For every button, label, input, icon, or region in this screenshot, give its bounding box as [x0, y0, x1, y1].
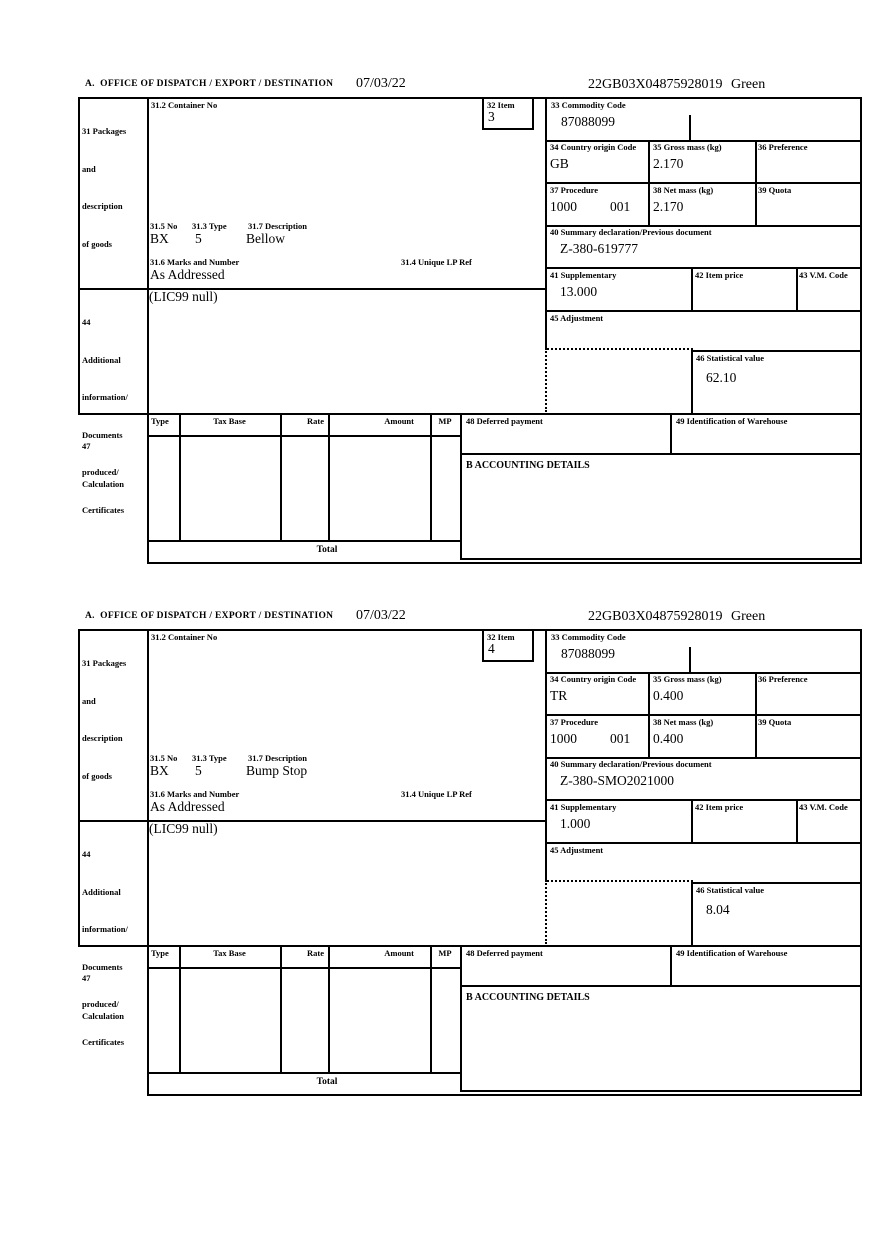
form-line [545, 182, 862, 184]
form-line [796, 799, 798, 842]
box31-label: 31 Packages and description of goods [82, 658, 127, 781]
box31-7-description-value: Bellow [246, 231, 285, 246]
column-header-tax-base: Tax Base [213, 948, 246, 958]
mrn-number: 22GB03X04875928019 [588, 77, 723, 92]
box36-preference-label: 36 Preference [758, 674, 808, 684]
form-line [648, 140, 650, 225]
form-line-accounting-bottom [460, 1090, 862, 1092]
box46-statistical-value: 8.04 [706, 902, 730, 917]
form-line [755, 140, 757, 225]
box46-statistical-label: 46 Statistical value [696, 353, 764, 363]
form-line [460, 413, 462, 558]
form-line-dotted-horizontal [547, 880, 693, 882]
accounting-details-label: B ACCOUNTING DETAILS [466, 992, 590, 1003]
box34-origin-code: TR [550, 688, 568, 703]
form-line-label-divider [147, 629, 149, 1096]
form-line [179, 413, 181, 540]
form-line [648, 672, 650, 757]
form-line-commodity-tick [689, 115, 691, 140]
form-line [482, 128, 534, 130]
box31-5-no-value: BX [150, 763, 169, 778]
form-line [532, 97, 534, 130]
box31-label: 31 Packages and description of goods [82, 126, 127, 249]
box41-supplementary-label: 41 Supplementary [550, 270, 617, 280]
form-line [328, 945, 330, 1072]
routing-status: Green [731, 77, 766, 92]
form-line [670, 413, 672, 453]
box37-procedure-code: 1000 [550, 199, 577, 214]
box37-procedure-label: 37 Procedure [550, 717, 599, 727]
form-line-dotted-horizontal [547, 348, 693, 350]
form-line-label-divider [147, 97, 149, 564]
form-line-box46-top [691, 350, 862, 352]
column-header-tax-base: Tax Base [213, 416, 246, 426]
form-line [482, 629, 484, 662]
box40-previous-doc-label: 40 Summary declaration/Previous document [550, 227, 712, 237]
form-line-top [78, 629, 862, 631]
box40-previous-doc-value: Z-380-619777 [560, 241, 638, 256]
box44-label: 44 Additional information/ Documents produced/ Certificates [82, 849, 128, 1047]
form-line-box46-top [691, 882, 862, 884]
declaration-item-section-2 [70, 607, 882, 1107]
box31-3-type-label: 31.3 Type [192, 221, 227, 231]
box31-7-description-value: Bump Stop [246, 763, 308, 778]
box31-3-type-label: 31.3 Type [192, 753, 227, 763]
box31-2-container-label: 31.2 Container No [151, 632, 218, 642]
box38-net-mass-label: 38 Net mass (kg) [653, 717, 714, 727]
box37-procedure-code-2: 001 [610, 731, 631, 746]
box35-gross-mass-label: 35 Gross mass (kg) [653, 674, 722, 684]
box36-preference-label: 36 Preference [758, 142, 808, 152]
form-line [545, 310, 862, 312]
box46-statistical-label: 46 Statistical value [696, 885, 764, 895]
form-line-table-header [147, 967, 462, 969]
form-line-left [78, 97, 80, 413]
box48-deferred-payment-label: 48 Deferred payment [466, 948, 543, 958]
column-header-type: Type [151, 416, 169, 426]
table-total-label: Total [316, 1077, 338, 1087]
form-line-table-header [147, 435, 462, 437]
box38-net-mass-value: 2.170 [653, 199, 684, 214]
form-line-table-bottom [147, 1072, 462, 1074]
box42-item-price-label: 42 Item price [695, 802, 744, 812]
form-line [430, 413, 432, 540]
mrn-number: 22GB03X04875928019 [588, 609, 723, 624]
box31-6-marks-value: As Addressed [150, 267, 225, 282]
box37-procedure-code: 1000 [550, 731, 577, 746]
form-line [691, 799, 693, 842]
box35-gross-mass-value: 0.400 [653, 688, 684, 703]
box38-net-mass-label: 38 Net mass (kg) [653, 185, 714, 195]
column-header-mp: MP [438, 416, 452, 426]
box47-calculation-label: 47 Calculation [82, 973, 125, 1021]
form-line [460, 945, 462, 1090]
column-header-rate: Rate [307, 416, 324, 426]
box32-item-label: 32 Item [487, 632, 515, 642]
form-line-bottom [147, 562, 862, 564]
box46-statistical-value: 62.10 [706, 370, 737, 385]
form-line-bottom [147, 1094, 862, 1096]
form-line [280, 945, 282, 1072]
box31-5-no-label: 31.5 No [150, 753, 178, 763]
table-total-label: Total [316, 545, 338, 555]
box39-quota-label: 39 Quota [758, 185, 792, 195]
accounting-details-label: B ACCOUNTING DETAILS [466, 460, 590, 471]
box39-quota-label: 39 Quota [758, 717, 792, 727]
box44-licence-value: (LIC99 null) [149, 821, 218, 836]
box31-4-unique-lp-label: 31.4 Unique LP Ref [401, 257, 472, 267]
box40-previous-doc-value: Z-380-SMO2021000 [560, 773, 674, 788]
form-line [328, 413, 330, 540]
form-line [545, 267, 862, 269]
box32-item-number: 3 [488, 109, 495, 124]
form-line-left [78, 629, 80, 945]
box31-5-no-label: 31.5 No [150, 221, 178, 231]
form-line [280, 413, 282, 540]
box41-supplementary-value: 1.000 [560, 816, 591, 831]
form-line-box47-top [78, 945, 862, 947]
form-line-right [860, 97, 862, 564]
form-line-top [78, 97, 862, 99]
dispatch-date: 07/03/22 [356, 76, 406, 91]
column-header-amount: Amount [384, 948, 414, 958]
form-line-accounting-bottom [460, 558, 862, 560]
form-line [482, 97, 484, 130]
box43-vm-code-label: 43 V.M. Code [799, 270, 848, 280]
box47-calculation-label: 47 Calculation [82, 441, 125, 489]
form-line [670, 945, 672, 985]
form-line-table-bottom [147, 540, 462, 542]
form-line-dotted-vertical [545, 348, 547, 412]
form-line-box48-bottom [460, 453, 862, 455]
column-header-rate: Rate [307, 948, 324, 958]
box31-6-marks-value: As Addressed [150, 799, 225, 814]
box31-2-container-label: 31.2 Container No [151, 100, 218, 110]
declaration-item-section-1 [70, 75, 882, 575]
box44-licence-value: (LIC99 null) [149, 289, 218, 304]
box32-item-label: 32 Item [487, 100, 515, 110]
box31-5-no-value: BX [150, 231, 169, 246]
form-line [755, 672, 757, 757]
form-line-dotted-vertical [545, 880, 547, 944]
column-header-type: Type [151, 948, 169, 958]
form-line [430, 945, 432, 1072]
office-of-dispatch-label: A. OFFICE OF DISPATCH / EXPORT / DESTINATION [85, 79, 334, 89]
box31-6-marks-label: 31.6 Marks and Number [150, 789, 240, 799]
form-line [179, 945, 181, 1072]
box38-net-mass-value: 0.400 [653, 731, 684, 746]
box40-previous-doc-label: 40 Summary declaration/Previous document [550, 759, 712, 769]
form-line-box47-top [78, 413, 862, 415]
box49-warehouse-label: 49 Identification of Warehouse [676, 416, 788, 426]
box31-7-description-label: 31.7 Description [248, 221, 308, 231]
box41-supplementary-value: 13.000 [560, 284, 598, 299]
office-of-dispatch-label: A. OFFICE OF DISPATCH / EXPORT / DESTINATION [85, 611, 334, 621]
column-header-mp: MP [438, 948, 452, 958]
box33-commodity-code: 87088099 [561, 114, 615, 129]
box33-commodity-label: 33 Commodity Code [551, 632, 626, 642]
box31-3-type-value: 5 [195, 763, 202, 778]
box35-gross-mass-label: 35 Gross mass (kg) [653, 142, 722, 152]
box34-origin-code: GB [550, 156, 569, 171]
form-line [545, 842, 862, 844]
box48-deferred-payment-label: 48 Deferred payment [466, 416, 543, 426]
form-line [545, 799, 862, 801]
form-line [532, 629, 534, 662]
box43-vm-code-label: 43 V.M. Code [799, 802, 848, 812]
box45-adjustment-label: 45 Adjustment [550, 845, 604, 855]
box35-gross-mass-value: 2.170 [653, 156, 684, 171]
box37-procedure-label: 37 Procedure [550, 185, 599, 195]
box31-3-type-value: 5 [195, 231, 202, 246]
box45-adjustment-label: 45 Adjustment [550, 313, 604, 323]
box44-label: 44 Additional information/ Documents produced/ Certificates [82, 317, 128, 515]
box31-6-marks-label: 31.6 Marks and Number [150, 257, 240, 267]
box31-7-description-label: 31.7 Description [248, 753, 308, 763]
form-line-right [860, 629, 862, 1096]
form-line-box46-left [691, 882, 693, 945]
form-line [691, 267, 693, 310]
box34-origin-label: 34 Country origin Code [550, 142, 637, 152]
form-line-box48-bottom [460, 985, 862, 987]
routing-status: Green [731, 609, 766, 624]
box31-4-unique-lp-label: 31.4 Unique LP Ref [401, 789, 472, 799]
box37-procedure-code-2: 001 [610, 199, 631, 214]
form-line [796, 267, 798, 310]
dispatch-date: 07/03/22 [356, 608, 406, 623]
column-header-amount: Amount [384, 416, 414, 426]
form-line [545, 714, 862, 716]
box49-warehouse-label: 49 Identification of Warehouse [676, 948, 788, 958]
form-line-box46-left [691, 350, 693, 413]
box33-commodity-code: 87088099 [561, 646, 615, 661]
box41-supplementary-label: 41 Supplementary [550, 802, 617, 812]
box33-commodity-label: 33 Commodity Code [551, 100, 626, 110]
box34-origin-label: 34 Country origin Code [550, 674, 637, 684]
form-line [482, 660, 534, 662]
form-line-commodity-tick [689, 647, 691, 672]
box32-item-number: 4 [488, 641, 495, 656]
box42-item-price-label: 42 Item price [695, 270, 744, 280]
